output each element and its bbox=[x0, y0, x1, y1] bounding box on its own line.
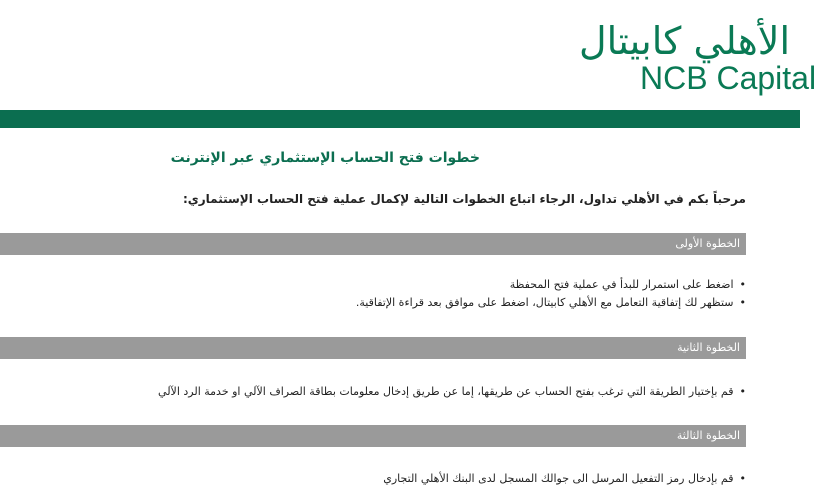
list-item-text: اضغط على استمرار للبدأ في عملية فتح المحفظة bbox=[509, 278, 734, 291]
header-green-bar bbox=[0, 110, 800, 128]
list-item-text: ستظهر لك إتفاقية التعامل مع الأهلي كابيتال، اضغط على موافق بعد قراءة الإتفاقية. bbox=[355, 296, 734, 309]
step-2-header bbox=[0, 337, 746, 359]
intro-text: مرحباً بكم في الأهلي تداول، الرجاء اتباع الخطوات التالية لإكمال عملية فتح الحساب الإستثماري: bbox=[182, 192, 746, 206]
list-item bbox=[40, 470, 746, 488]
list-item bbox=[40, 294, 746, 312]
step-2-title: الخطوة الثانية bbox=[677, 341, 740, 354]
step-3-list bbox=[40, 470, 746, 488]
bullet-icon: • bbox=[739, 296, 746, 309]
list-item bbox=[40, 276, 746, 294]
step-1-list bbox=[40, 276, 746, 312]
list-item bbox=[40, 383, 746, 401]
step-3-title: الخطوة الثالثة bbox=[676, 429, 740, 442]
step-3-header bbox=[0, 425, 746, 447]
bullet-icon: • bbox=[739, 278, 746, 291]
step-2-list bbox=[40, 383, 746, 401]
list-item-text: قم بإختيار الطريقة التي ترغب بفتح الحساب عن طريقها، إما عن طريق إدخال معلومات بطاقة الصراف الآلي او خدمة الرد الآلي bbox=[158, 385, 734, 398]
bullet-icon: • bbox=[739, 472, 746, 485]
logo-english-text: NCB Capital bbox=[640, 60, 816, 96]
ncb-capital-logo bbox=[579, 12, 816, 98]
step-1-title: الخطوة الأولى bbox=[675, 237, 740, 250]
logo-arabic-text: الأهلي كابيتال bbox=[579, 19, 790, 63]
bullet-icon: • bbox=[739, 385, 746, 398]
step-1-header bbox=[0, 233, 746, 255]
page-title: خطوات فتح الحساب الإستثماري عبر الإنترنت bbox=[170, 150, 480, 166]
list-item-text: قم بإدخال رمز التفعيل المرسل الى جوالك المسجل لدى البنك الأهلي التجاري bbox=[383, 472, 734, 485]
